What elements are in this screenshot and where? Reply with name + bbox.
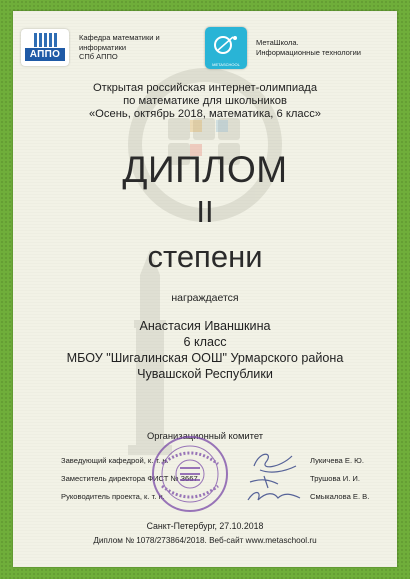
left-org-line: информатики bbox=[79, 42, 127, 52]
committee-role: Заведующий кафедрой, к. т. н. bbox=[61, 456, 169, 465]
place-date: Санкт-Петербург, 27.10.2018 bbox=[146, 521, 264, 531]
committee-heading: Организационный комитет bbox=[146, 430, 264, 441]
awardee-region: Чувашской Республики bbox=[137, 367, 273, 381]
right-org-line: Информационные технологии bbox=[256, 47, 361, 57]
committee-member-name: Трушова И. И. bbox=[310, 474, 360, 483]
left-org-line: СПб АППО bbox=[79, 52, 118, 61]
signature-1 bbox=[254, 454, 296, 472]
metaschool-logo bbox=[205, 27, 247, 69]
olympiad-title bbox=[0, 82, 410, 121]
committee-member-name: Лукичева Е. Ю. bbox=[310, 456, 364, 465]
awardee-grade: 6 класс bbox=[183, 335, 227, 349]
appo-logo bbox=[21, 29, 69, 66]
right-org-line: МетаШкола. bbox=[256, 38, 299, 47]
awardee-name: Анастасия Иваншкина bbox=[139, 319, 271, 333]
olympiad-line: «Осень, октябрь 2018, математика, 6 класс» bbox=[88, 108, 322, 120]
left-org-name bbox=[79, 33, 160, 62]
left-org-line: Кафедра математики и bbox=[79, 33, 160, 42]
appo-logo-text: АППО bbox=[25, 48, 65, 61]
committee-role: Заместитель директора ФИСТ № 3667 bbox=[61, 474, 198, 483]
metaschool-logo-label: METASCHOOL bbox=[212, 62, 240, 67]
committee-member-name: Смыкалова Е. В. bbox=[310, 492, 370, 501]
olympiad-line: Открытая российская интернет-олимпиада bbox=[92, 82, 318, 94]
awarded-label: награждается bbox=[171, 292, 239, 304]
diploma-degree-word: степени bbox=[147, 239, 263, 274]
signature-3 bbox=[248, 493, 300, 501]
committee-role: Руководитель проекта, к. т. н. bbox=[61, 492, 165, 501]
right-org-name bbox=[256, 38, 361, 57]
signature-marks bbox=[240, 448, 310, 508]
diploma-title: ДИПЛОМ bbox=[122, 149, 288, 190]
signature-2 bbox=[250, 476, 278, 488]
awardee-block bbox=[0, 318, 410, 382]
diploma-degree: II bbox=[196, 194, 214, 229]
diploma-number: Диплом № 1078/273864/2018. Веб-сайт www.metaschool.ru bbox=[93, 536, 317, 545]
awardee-school: МБОУ "Шигалинская ООШ" Урмарского района bbox=[66, 351, 344, 365]
olympiad-line: по математике для школьников bbox=[123, 95, 287, 107]
official-stamp bbox=[140, 434, 240, 514]
